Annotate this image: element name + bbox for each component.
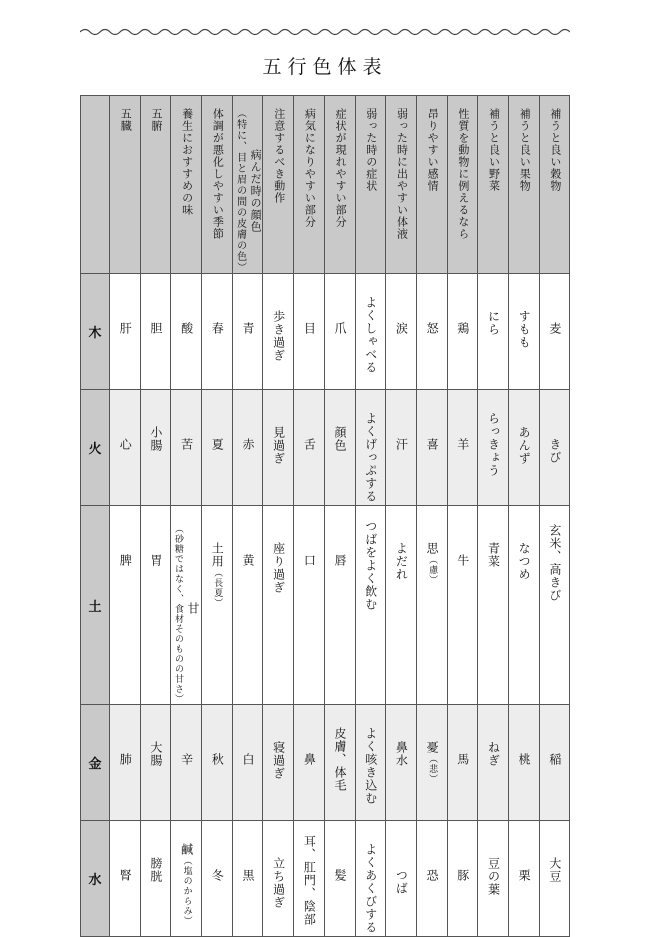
table-cell: 肝 [110,274,141,390]
table-cell: 脾 [110,506,141,705]
element-label-water: 水 [81,821,110,937]
table-cell: 皮膚、体毛 [324,705,355,821]
table-cell: 稲 [539,705,570,821]
decorative-wave-border [80,26,570,38]
header-caution-action: 注意するべき動作 [263,96,294,274]
table-cell: 鼻水 [386,705,417,821]
table-cell: 土用（長夏） [202,506,233,705]
table-cell: 鼻 [294,705,325,821]
table-cell: 思（慮） [416,506,447,705]
page-title: 五行色体表 [262,56,388,78]
table-cell: 膀胱 [140,821,171,937]
table-cell: 座り過ぎ [263,506,294,705]
table-cell: 豆の葉 [478,821,509,937]
table-cell: 顔色 [324,390,355,506]
table-cell: 苦 [171,390,202,506]
table-cell: 酸 [171,274,202,390]
table-row-fire [81,390,570,506]
table-cell: 春 [202,274,233,390]
table-cell: 舌 [294,390,325,506]
table-cell: 喜 [416,390,447,506]
table-cell: 怒 [416,274,447,390]
header-vegetable: 補うと良い野菜 [478,96,509,274]
element-label-wood: 木 [81,274,110,390]
header-fruit: 補うと良い果物 [508,96,539,274]
table-cell: 見過ぎ [263,390,294,506]
header-grain: 補うと良い穀物 [539,96,570,274]
table-cell: つばをよく飲む [355,506,386,705]
table-cell: ねぎ [478,705,509,821]
table-cell: 小腸 [140,390,171,506]
element-label-earth: 土 [81,506,110,705]
table-cell: 髪 [324,821,355,937]
table-cell: 目 [294,274,325,390]
table-cell: 寝過ぎ [263,705,294,821]
cell-note: （長夏） [212,568,223,608]
table-cell: 夏 [202,390,233,506]
table-cell: 口 [294,506,325,705]
table-cell: 秋 [202,705,233,821]
table-cell: 涙 [386,274,417,390]
table-cell: きび [539,390,570,506]
table-cell: 憂（悲） [416,705,447,821]
table-cell: 爪 [324,274,355,390]
table-cell: 唇 [324,506,355,705]
table-cell: 腎 [110,821,141,937]
element-label-fire: 火 [81,390,110,506]
cell-note: （塩のからみ） [181,856,192,926]
cell-note: （砂糖ではなく、食材そのものの甘さ） [173,524,184,704]
table-cell: 牛 [447,506,478,705]
table-cell: 黄 [232,506,263,705]
table-cell: 心 [110,390,141,506]
header-face-color: 病んだ時の顔色 （特に、目と眉の間の皮膚の色） [232,96,263,274]
table-cell: 赤 [232,390,263,506]
table-row-metal [81,705,570,821]
table-cell: 大腸 [140,705,171,821]
table-cell: 青 [232,274,263,390]
table-cell: にら [478,274,509,390]
table-cell: よくあくびする [355,821,386,937]
five-elements-table [80,95,570,937]
table-cell: 大豆 [539,821,570,937]
table-cell: よだれ [386,506,417,705]
table-cell: あんず [508,390,539,506]
table-cell: よく咳き込む [355,705,386,821]
table-cell: なつめ [508,506,539,705]
table-row-earth [81,506,570,705]
table-cell: 白 [232,705,263,821]
cell-note: （慮） [427,555,438,585]
header-organ: 五臓 [110,96,141,274]
table-cell: すもも [508,274,539,390]
header-disease-part: 病気になりやすい部分 [294,96,325,274]
element-label-metal: 金 [81,705,110,821]
table-cell: 麦 [539,274,570,390]
table-cell: 立ち過ぎ [263,821,294,937]
table-cell: 耳、肛門、陰部 [294,821,325,937]
corner-cell [81,96,110,274]
table-cell: 黒 [232,821,263,937]
table-cell: らっきょう [478,390,509,506]
table-cell: 豚 [447,821,478,937]
table-cell: 胃 [140,506,171,705]
table-cell: 歩き過ぎ [263,274,294,390]
table-row-wood [81,274,570,390]
table-cell: 羊 [447,390,478,506]
table-cell: 胆 [140,274,171,390]
table-cell: 恐 [416,821,447,937]
table-cell: 辛 [171,705,202,821]
cell-note: （悲） [427,754,438,784]
table-cell: 栗 [508,821,539,937]
table-cell: 鹹（塩のからみ） [171,821,202,937]
table-cell: 冬 [202,821,233,937]
table-cell: 汗 [386,390,417,506]
header-season: 体調が悪化しやすい季節 [202,96,233,274]
header-taste: 養生におすすめの味 [171,96,202,274]
header-viscera: 五腑 [140,96,171,274]
header-body-fluid: 弱った時に出やすい体液 [386,96,417,274]
header-symptom-part: 症状が現れやすい部分 [324,96,355,274]
table-row-water [81,821,570,937]
table-cell: 玄米、高きび [539,506,570,705]
table-cell: 馬 [447,705,478,821]
header-face-color-note: （特に、目と眉の間の皮膚の色） [234,108,246,273]
table-cell: よくげっぷする [355,390,386,506]
table-cell: つば [386,821,417,937]
table-cell: 青菜 [478,506,509,705]
header-row [81,96,570,274]
header-emotion: 昂りやすい感情 [416,96,447,274]
header-weak-symptom: 弱った時の症状 [355,96,386,274]
header-animal: 性質を動物に例えるなら [447,96,478,274]
table-cell: 鶏 [447,274,478,390]
table-cell: 肺 [110,705,141,821]
table-cell: 甘 （砂糖ではなく、食材そのものの甘さ） [171,506,202,705]
table-cell: 桃 [508,705,539,821]
table-cell: よくしゃべる [355,274,386,390]
